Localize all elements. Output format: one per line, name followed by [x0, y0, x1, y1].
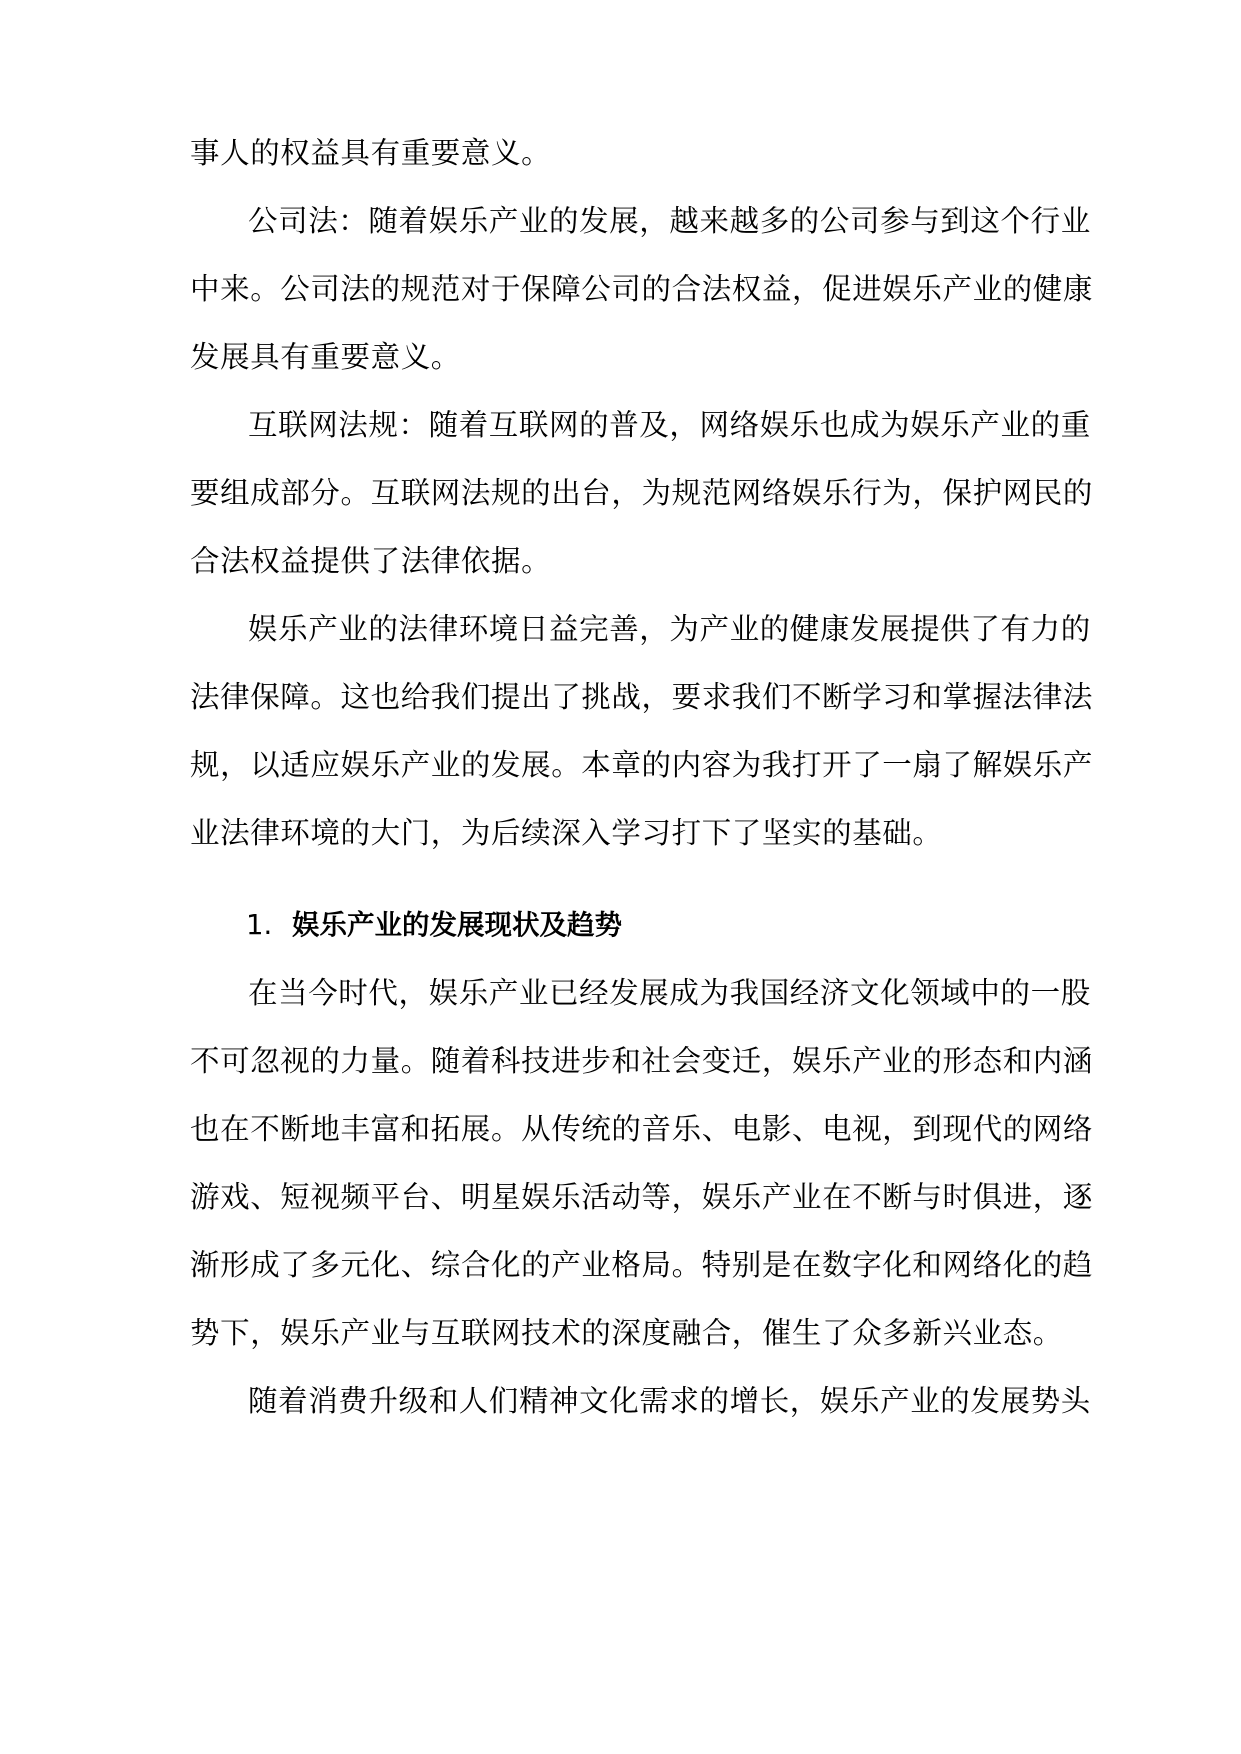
document-page [190, 0, 1094, 1754]
paragraph-line: 也在不断地丰富和拓展。从传统的音乐、电影、电视，到现代的网络 [190, 1112, 1094, 1146]
paragraph-line: 发展具有重要意义。 [190, 340, 461, 374]
paragraph-line: 事人的权益具有重要意义。 [190, 136, 552, 170]
paragraph-line: 势下，娱乐产业与互联网技术的深度融合，催生了众多新兴业态。 [190, 1316, 1063, 1350]
paragraph-line: 不可忽视的力量。随着科技进步和社会变迁，娱乐产业的形态和内涵 [190, 1044, 1094, 1078]
paragraph-line: 娱乐产业的法律环境日益完善，为产业的健康发展提供了有力的 [248, 612, 1091, 646]
paragraph-line: 渐形成了多元化、综合化的产业格局。特别是在数字化和网络化的趋 [190, 1248, 1094, 1282]
paragraph-line: 要组成部分。互联网法规的出台，为规范网络娱乐行为，保护网民的 [190, 476, 1094, 510]
paragraph-line: 法律保障。这也给我们提出了挑战，要求我们不断学习和掌握法律法 [190, 680, 1094, 714]
paragraph-line: 中来。公司法的规范对于保障公司的合法权益，促进娱乐产业的健康 [190, 272, 1094, 306]
paragraph-line: 规，以适应娱乐产业的发展。本章的内容为我打开了一扇了解娱乐产 [190, 748, 1094, 782]
paragraph-line: 在当今时代，娱乐产业已经发展成为我国经济文化领域中的一股 [248, 976, 1091, 1010]
section-title: 娱乐产业的发展现状及趋势 [292, 909, 622, 941]
paragraph-line: 游戏、短视频平台、明星娱乐活动等，娱乐产业在不断与时俱进，逐 [190, 1180, 1094, 1214]
section-number: 1. [246, 909, 273, 941]
paragraph-line: 业法律环境的大门，为后续深入学习打下了坚实的基础。 [190, 816, 943, 850]
paragraph-line: 合法权益提供了法律依据。 [190, 544, 552, 578]
section-heading [246, 900, 746, 950]
paragraph-line: 随着消费升级和人们精神文化需求的增长，娱乐产业的发展势头 [248, 1384, 1091, 1418]
paragraph-line: 互联网法规：随着互联网的普及，网络娱乐也成为娱乐产业的重 [248, 408, 1091, 442]
paragraph-line: 公司法：随着娱乐产业的发展，越来越多的公司参与到这个行业 [248, 204, 1091, 238]
